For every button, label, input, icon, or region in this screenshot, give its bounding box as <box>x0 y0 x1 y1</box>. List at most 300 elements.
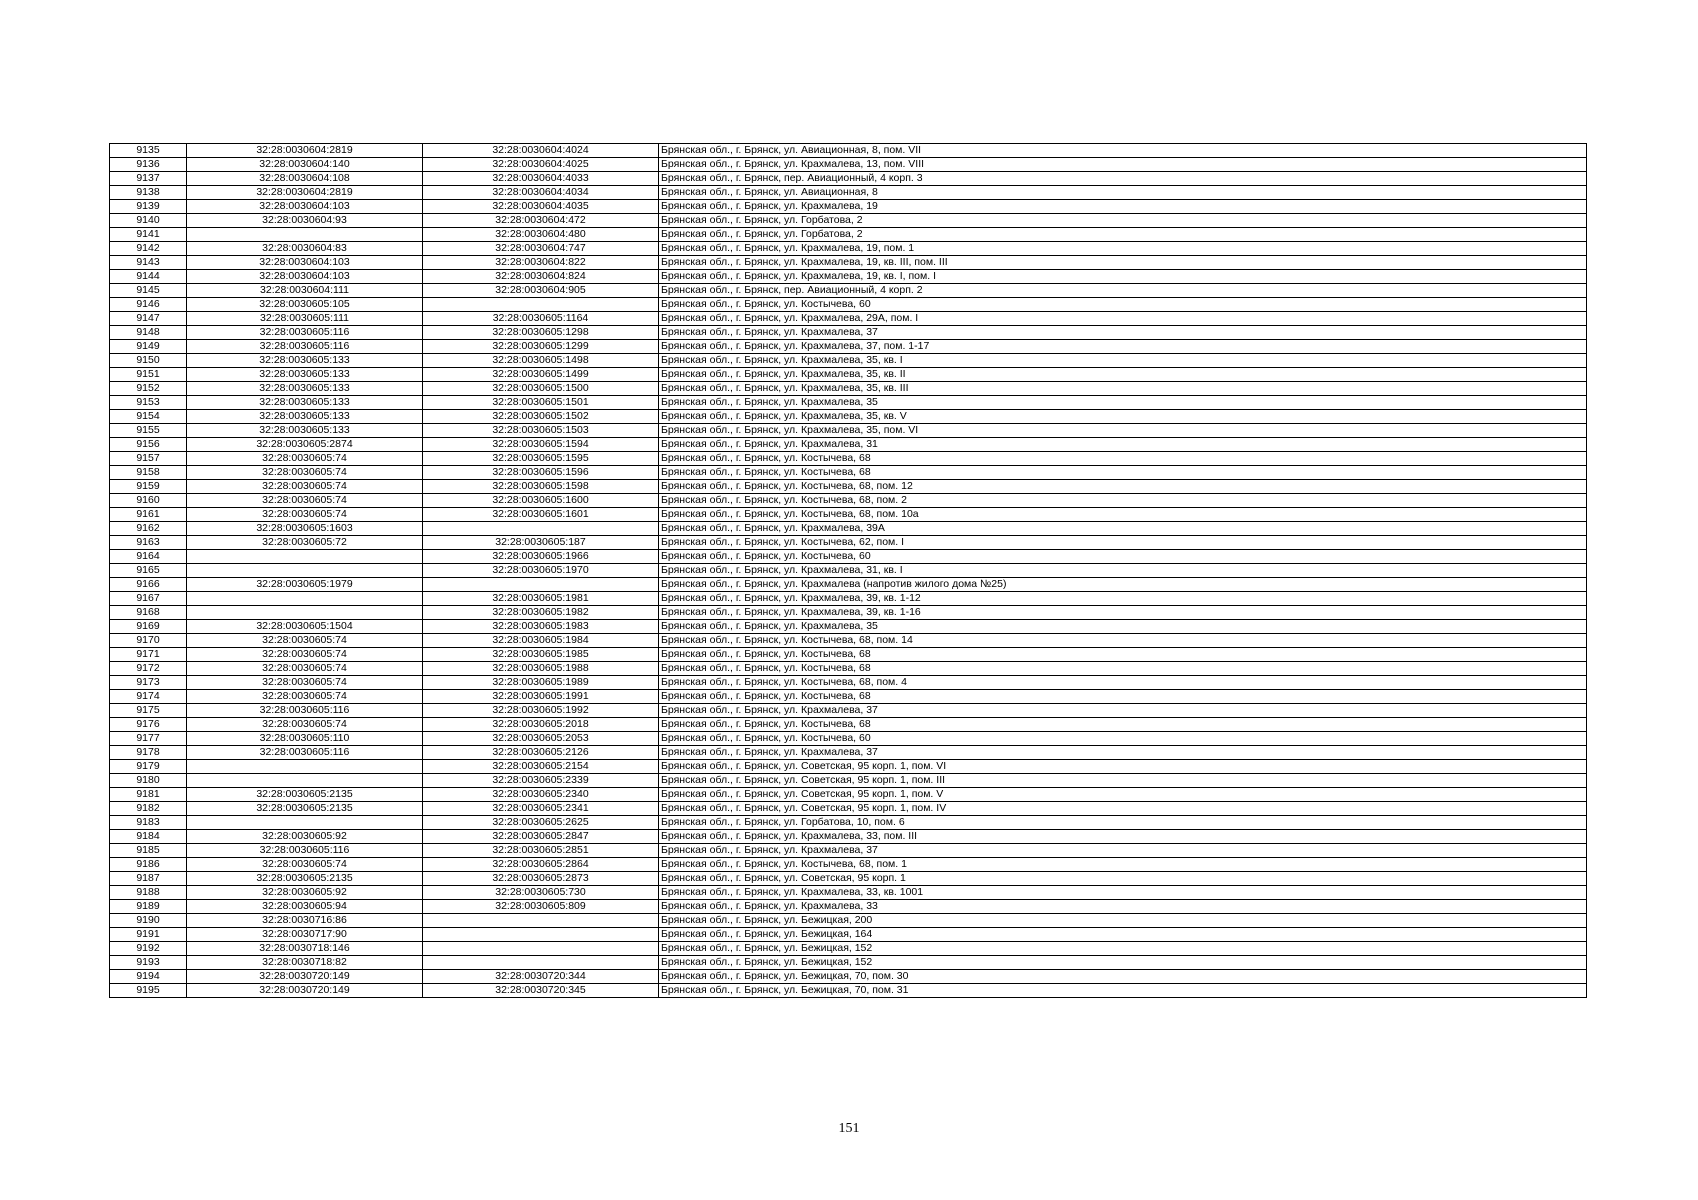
land-cadastral-number-cell: 32:28:0030605:1979 <box>187 578 423 592</box>
row-number-cell: 9142 <box>110 242 187 256</box>
table-row <box>110 830 1587 844</box>
row-number-cell: 9148 <box>110 326 187 340</box>
land-cadastral-number-cell: 32:28:0030605:1504 <box>187 620 423 634</box>
table-row <box>110 900 1587 914</box>
building-cadastral-number-cell: 32:28:0030605:1499 <box>423 368 659 382</box>
row-number-cell: 9186 <box>110 858 187 872</box>
land-cadastral-number-cell: 32:28:0030605:74 <box>187 648 423 662</box>
building-cadastral-number-cell: 32:28:0030604:822 <box>423 256 659 270</box>
land-cadastral-number-cell: 32:28:0030605:1603 <box>187 522 423 536</box>
row-number-cell: 9163 <box>110 536 187 550</box>
address-cell: Брянская обл., г. Брянск, ул. Крахмалева, 39, кв. 1-16 <box>659 606 1587 620</box>
table-row <box>110 956 1587 970</box>
row-number-cell: 9155 <box>110 424 187 438</box>
building-cadastral-number-cell: 32:28:0030605:1501 <box>423 396 659 410</box>
address-cell: Брянская обл., г. Брянск, ул. Крахмалева, 31 <box>659 438 1587 452</box>
land-cadastral-number-cell: 32:28:0030605:133 <box>187 410 423 424</box>
row-number-cell: 9182 <box>110 802 187 816</box>
land-cadastral-number-cell: 32:28:0030604:2819 <box>187 144 423 158</box>
land-cadastral-number-cell: 32:28:0030604:108 <box>187 172 423 186</box>
table-row <box>110 494 1587 508</box>
table-row <box>110 186 1587 200</box>
row-number-cell: 9192 <box>110 942 187 956</box>
building-cadastral-number-cell: 32:28:0030605:1595 <box>423 452 659 466</box>
address-cell: Брянская обл., г. Брянск, ул. Крахмалева, 39, кв. 1-12 <box>659 592 1587 606</box>
row-number-cell: 9165 <box>110 564 187 578</box>
row-number-cell: 9147 <box>110 312 187 326</box>
land-cadastral-number-cell: 32:28:0030716:86 <box>187 914 423 928</box>
address-cell: Брянская обл., г. Брянск, ул. Крахмалева, 19, кв. I, пом. I <box>659 270 1587 284</box>
row-number-cell: 9145 <box>110 284 187 298</box>
address-cell: Брянская обл., г. Брянск, ул. Крахмалева, 35, пом. VI <box>659 424 1587 438</box>
land-cadastral-number-cell: 32:28:0030605:74 <box>187 494 423 508</box>
table-row <box>110 298 1587 312</box>
land-cadastral-number-cell <box>187 774 423 788</box>
land-cadastral-number-cell: 32:28:0030605:74 <box>187 662 423 676</box>
address-cell: Брянская обл., г. Брянск, ул. Советская, 95 корп. 1, пом. IV <box>659 802 1587 816</box>
table-row <box>110 704 1587 718</box>
address-cell: Брянская обл., г. Брянск, ул. Крахмалева (напротив жилого дома №25) <box>659 578 1587 592</box>
address-cell: Брянская обл., г. Брянск, ул. Костычева, 68, пом. 2 <box>659 494 1587 508</box>
building-cadastral-number-cell: 32:28:0030605:2873 <box>423 872 659 886</box>
table-row <box>110 228 1587 242</box>
address-cell: Брянская обл., г. Брянск, ул. Крахмалева, 19 <box>659 200 1587 214</box>
building-cadastral-number-cell: 32:28:0030604:4025 <box>423 158 659 172</box>
table-row <box>110 872 1587 886</box>
table-row <box>110 732 1587 746</box>
land-cadastral-number-cell: 32:28:0030605:2135 <box>187 872 423 886</box>
address-cell: Брянская обл., г. Брянск, ул. Крахмалева, 33, кв. 1001 <box>659 886 1587 900</box>
building-cadastral-number-cell: 32:28:0030605:1989 <box>423 676 659 690</box>
building-cadastral-number-cell: 32:28:0030605:1981 <box>423 592 659 606</box>
table-row <box>110 284 1587 298</box>
row-number-cell: 9191 <box>110 928 187 942</box>
row-number-cell: 9176 <box>110 718 187 732</box>
row-number-cell: 9144 <box>110 270 187 284</box>
building-cadastral-number-cell: 32:28:0030605:2126 <box>423 746 659 760</box>
table-row <box>110 144 1587 158</box>
land-cadastral-number-cell: 32:28:0030605:105 <box>187 298 423 312</box>
property-registry-table <box>109 143 1587 998</box>
table-row <box>110 396 1587 410</box>
row-number-cell: 9162 <box>110 522 187 536</box>
address-cell: Брянская обл., г. Брянск, ул. Костычева, 68, пом. 14 <box>659 634 1587 648</box>
building-cadastral-number-cell: 32:28:0030605:1982 <box>423 606 659 620</box>
building-cadastral-number-cell: 32:28:0030605:1992 <box>423 704 659 718</box>
row-number-cell: 9153 <box>110 396 187 410</box>
address-cell: Брянская обл., г. Брянск, ул. Крахмалева, 31, кв. I <box>659 564 1587 578</box>
building-cadastral-number-cell: 32:28:0030604:824 <box>423 270 659 284</box>
address-cell: Брянская обл., г. Брянск, ул. Костычева, 68, пом. 10а <box>659 508 1587 522</box>
table-row <box>110 928 1587 942</box>
table-row <box>110 424 1587 438</box>
row-number-cell: 9172 <box>110 662 187 676</box>
table-row <box>110 802 1587 816</box>
row-number-cell: 9141 <box>110 228 187 242</box>
land-cadastral-number-cell <box>187 816 423 830</box>
address-cell: Брянская обл., г. Брянск, ул. Костычева, 68 <box>659 690 1587 704</box>
table-row <box>110 984 1587 998</box>
table-row <box>110 648 1587 662</box>
building-cadastral-number-cell: 32:28:0030605:1985 <box>423 648 659 662</box>
land-cadastral-number-cell <box>187 550 423 564</box>
land-cadastral-number-cell: 32:28:0030718:146 <box>187 942 423 956</box>
address-cell: Брянская обл., г. Брянск, ул. Костычева, 68 <box>659 648 1587 662</box>
table-row <box>110 410 1587 424</box>
table-row <box>110 172 1587 186</box>
table-row <box>110 158 1587 172</box>
building-cadastral-number-cell: 32:28:0030720:344 <box>423 970 659 984</box>
land-cadastral-number-cell: 32:28:0030604:111 <box>187 284 423 298</box>
row-number-cell: 9151 <box>110 368 187 382</box>
address-cell: Брянская обл., г. Брянск, ул. Костычева, 68, пом. 4 <box>659 676 1587 690</box>
land-cadastral-number-cell: 32:28:0030605:92 <box>187 886 423 900</box>
row-number-cell: 9177 <box>110 732 187 746</box>
row-number-cell: 9157 <box>110 452 187 466</box>
table-row <box>110 592 1587 606</box>
address-cell: Брянская обл., г. Брянск, ул. Горбатова, 10, пом. 6 <box>659 816 1587 830</box>
building-cadastral-number-cell: 32:28:0030605:1988 <box>423 662 659 676</box>
table-row <box>110 578 1587 592</box>
land-cadastral-number-cell <box>187 592 423 606</box>
address-cell: Брянская обл., г. Брянск, ул. Костычева, 68, пом. 1 <box>659 858 1587 872</box>
address-cell: Брянская обл., г. Брянск, ул. Крахмалева, 37 <box>659 844 1587 858</box>
table-row <box>110 788 1587 802</box>
address-cell: Брянская обл., г. Брянск, ул. Костычева, 68 <box>659 662 1587 676</box>
land-cadastral-number-cell: 32:28:0030604:103 <box>187 200 423 214</box>
building-cadastral-number-cell: 32:28:0030605:1299 <box>423 340 659 354</box>
building-cadastral-number-cell: 32:28:0030605:2154 <box>423 760 659 774</box>
table-row <box>110 326 1587 340</box>
table-row <box>110 690 1587 704</box>
table-row <box>110 634 1587 648</box>
land-cadastral-number-cell: 32:28:0030605:74 <box>187 452 423 466</box>
address-cell: Брянская обл., г. Брянск, ул. Крахмалева, 35 <box>659 396 1587 410</box>
building-cadastral-number-cell: 32:28:0030605:2053 <box>423 732 659 746</box>
building-cadastral-number-cell: 32:28:0030605:2339 <box>423 774 659 788</box>
building-cadastral-number-cell: 32:28:0030604:4034 <box>423 186 659 200</box>
table-row <box>110 340 1587 354</box>
land-cadastral-number-cell: 32:28:0030605:116 <box>187 326 423 340</box>
address-cell: Брянская обл., г. Брянск, ул. Бежицкая, 152 <box>659 942 1587 956</box>
land-cadastral-number-cell: 32:28:0030604:83 <box>187 242 423 256</box>
address-cell: Брянская обл., г. Брянск, ул. Костычева, 60 <box>659 298 1587 312</box>
building-cadastral-number-cell: 32:28:0030605:1991 <box>423 690 659 704</box>
building-cadastral-number-cell: 32:28:0030605:730 <box>423 886 659 900</box>
address-cell: Брянская обл., г. Брянск, ул. Крахмалева, 33 <box>659 900 1587 914</box>
land-cadastral-number-cell: 32:28:0030605:116 <box>187 340 423 354</box>
table-row <box>110 774 1587 788</box>
building-cadastral-number-cell <box>423 914 659 928</box>
row-number-cell: 9174 <box>110 690 187 704</box>
building-cadastral-number-cell: 32:28:0030605:1966 <box>423 550 659 564</box>
table-row <box>110 214 1587 228</box>
land-cadastral-number-cell: 32:28:0030605:74 <box>187 466 423 480</box>
building-cadastral-number-cell: 32:28:0030605:1500 <box>423 382 659 396</box>
land-cadastral-number-cell: 32:28:0030605:116 <box>187 844 423 858</box>
table-row <box>110 676 1587 690</box>
table-row <box>110 466 1587 480</box>
row-number-cell: 9175 <box>110 704 187 718</box>
land-cadastral-number-cell: 32:28:0030605:111 <box>187 312 423 326</box>
land-cadastral-number-cell: 32:28:0030605:72 <box>187 536 423 550</box>
land-cadastral-number-cell: 32:28:0030605:74 <box>187 508 423 522</box>
address-cell: Брянская обл., г. Брянск, ул. Крахмалева, 29А, пом. I <box>659 312 1587 326</box>
table-row <box>110 312 1587 326</box>
row-number-cell: 9188 <box>110 886 187 900</box>
address-cell: Брянская обл., г. Брянск, ул. Костычева, 68, пом. 12 <box>659 480 1587 494</box>
building-cadastral-number-cell: 32:28:0030605:2341 <box>423 802 659 816</box>
building-cadastral-number-cell: 32:28:0030605:1598 <box>423 480 659 494</box>
address-cell: Брянская обл., г. Брянск, ул. Советская, 95 корп. 1, пом. VI <box>659 760 1587 774</box>
building-cadastral-number-cell: 32:28:0030604:472 <box>423 214 659 228</box>
land-cadastral-number-cell <box>187 228 423 242</box>
row-number-cell: 9146 <box>110 298 187 312</box>
address-cell: Брянская обл., г. Брянск, ул. Крахмалева, 35, кв. III <box>659 382 1587 396</box>
land-cadastral-number-cell: 32:28:0030605:133 <box>187 424 423 438</box>
address-cell: Брянская обл., г. Брянск, ул. Бежицкая, 164 <box>659 928 1587 942</box>
row-number-cell: 9149 <box>110 340 187 354</box>
building-cadastral-number-cell: 32:28:0030605:187 <box>423 536 659 550</box>
table-row <box>110 354 1587 368</box>
building-cadastral-number-cell: 32:28:0030605:2018 <box>423 718 659 732</box>
table-row <box>110 536 1587 550</box>
building-cadastral-number-cell <box>423 522 659 536</box>
row-number-cell: 9181 <box>110 788 187 802</box>
land-cadastral-number-cell <box>187 606 423 620</box>
building-cadastral-number-cell: 32:28:0030605:1164 <box>423 312 659 326</box>
row-number-cell: 9178 <box>110 746 187 760</box>
table-row <box>110 242 1587 256</box>
building-cadastral-number-cell: 32:28:0030605:1502 <box>423 410 659 424</box>
row-number-cell: 9185 <box>110 844 187 858</box>
address-cell: Брянская обл., г. Брянск, ул. Крахмалева, 35, кв. II <box>659 368 1587 382</box>
table-row <box>110 564 1587 578</box>
table-row <box>110 662 1587 676</box>
row-number-cell: 9137 <box>110 172 187 186</box>
building-cadastral-number-cell: 32:28:0030605:1594 <box>423 438 659 452</box>
land-cadastral-number-cell: 32:28:0030718:82 <box>187 956 423 970</box>
address-cell: Брянская обл., г. Брянск, ул. Крахмалева, 19, пом. 1 <box>659 242 1587 256</box>
address-cell: Брянская обл., г. Брянск, ул. Советская, 95 корп. 1 <box>659 872 1587 886</box>
row-number-cell: 9164 <box>110 550 187 564</box>
row-number-cell: 9139 <box>110 200 187 214</box>
building-cadastral-number-cell: 32:28:0030605:1498 <box>423 354 659 368</box>
row-number-cell: 9194 <box>110 970 187 984</box>
table-row <box>110 606 1587 620</box>
address-cell: Брянская обл., г. Брянск, ул. Костычева, 60 <box>659 732 1587 746</box>
row-number-cell: 9195 <box>110 984 187 998</box>
land-cadastral-number-cell: 32:28:0030720:149 <box>187 970 423 984</box>
land-cadastral-number-cell: 32:28:0030605:74 <box>187 690 423 704</box>
table-row <box>110 200 1587 214</box>
address-cell: Брянская обл., г. Брянск, ул. Крахмалева, 37 <box>659 746 1587 760</box>
building-cadastral-number-cell: 32:28:0030605:1596 <box>423 466 659 480</box>
land-cadastral-number-cell: 32:28:0030605:133 <box>187 396 423 410</box>
table-row <box>110 718 1587 732</box>
address-cell: Брянская обл., г. Брянск, пер. Авиационный, 4 корп. 2 <box>659 284 1587 298</box>
page-number: 151 <box>838 1121 860 1136</box>
row-number-cell: 9160 <box>110 494 187 508</box>
land-cadastral-number-cell: 32:28:0030605:92 <box>187 830 423 844</box>
building-cadastral-number-cell <box>423 298 659 312</box>
building-cadastral-number-cell: 32:28:0030605:1983 <box>423 620 659 634</box>
row-number-cell: 9189 <box>110 900 187 914</box>
table-row <box>110 256 1587 270</box>
row-number-cell: 9136 <box>110 158 187 172</box>
land-cadastral-number-cell: 32:28:0030605:110 <box>187 732 423 746</box>
building-cadastral-number-cell: 32:28:0030605:809 <box>423 900 659 914</box>
building-cadastral-number-cell: 32:28:0030605:1600 <box>423 494 659 508</box>
row-number-cell: 9184 <box>110 830 187 844</box>
building-cadastral-number-cell: 32:28:0030605:2340 <box>423 788 659 802</box>
row-number-cell: 9173 <box>110 676 187 690</box>
land-cadastral-number-cell: 32:28:0030605:133 <box>187 368 423 382</box>
land-cadastral-number-cell: 32:28:0030604:103 <box>187 256 423 270</box>
building-cadastral-number-cell <box>423 928 659 942</box>
table-row <box>110 816 1587 830</box>
row-number-cell: 9138 <box>110 186 187 200</box>
land-cadastral-number-cell: 32:28:0030605:74 <box>187 480 423 494</box>
building-cadastral-number-cell: 32:28:0030605:1984 <box>423 634 659 648</box>
row-number-cell: 9143 <box>110 256 187 270</box>
table-row <box>110 844 1587 858</box>
row-number-cell: 9140 <box>110 214 187 228</box>
land-cadastral-number-cell: 32:28:0030605:74 <box>187 718 423 732</box>
table-row <box>110 914 1587 928</box>
address-cell: Брянская обл., г. Брянск, ул. Крахмалева, 39А <box>659 522 1587 536</box>
row-number-cell: 9170 <box>110 634 187 648</box>
row-number-cell: 9166 <box>110 578 187 592</box>
table-row <box>110 746 1587 760</box>
land-cadastral-number-cell: 32:28:0030604:93 <box>187 214 423 228</box>
land-cadastral-number-cell: 32:28:0030604:103 <box>187 270 423 284</box>
row-number-cell: 9179 <box>110 760 187 774</box>
land-cadastral-number-cell: 32:28:0030604:2819 <box>187 186 423 200</box>
land-cadastral-number-cell: 32:28:0030605:133 <box>187 382 423 396</box>
table-row <box>110 760 1587 774</box>
address-cell: Брянская обл., г. Брянск, ул. Бежицкая, 70, пом. 30 <box>659 970 1587 984</box>
building-cadastral-number-cell: 32:28:0030604:4035 <box>423 200 659 214</box>
row-number-cell: 9156 <box>110 438 187 452</box>
address-cell: Брянская обл., г. Брянск, ул. Костычева, 68 <box>659 466 1587 480</box>
building-cadastral-number-cell: 32:28:0030605:1503 <box>423 424 659 438</box>
address-cell: Брянская обл., г. Брянск, ул. Крахмалева, 13, пом. VIII <box>659 158 1587 172</box>
address-cell: Брянская обл., г. Брянск, ул. Крахмалева, 33, пом. III <box>659 830 1587 844</box>
land-cadastral-number-cell: 32:28:0030605:2874 <box>187 438 423 452</box>
row-number-cell: 9150 <box>110 354 187 368</box>
table-row <box>110 522 1587 536</box>
address-cell: Брянская обл., г. Брянск, ул. Крахмалева, 37 <box>659 326 1587 340</box>
table-row <box>110 942 1587 956</box>
building-cadastral-number-cell: 32:28:0030604:480 <box>423 228 659 242</box>
table-row <box>110 452 1587 466</box>
land-cadastral-number-cell: 32:28:0030605:74 <box>187 858 423 872</box>
table-row <box>110 270 1587 284</box>
table-row <box>110 438 1587 452</box>
address-cell: Брянская обл., г. Брянск, ул. Костычева, 60 <box>659 550 1587 564</box>
building-cadastral-number-cell: 32:28:0030605:2851 <box>423 844 659 858</box>
row-number-cell: 9154 <box>110 410 187 424</box>
address-cell: Брянская обл., г. Брянск, ул. Костычева, 68 <box>659 452 1587 466</box>
row-number-cell: 9152 <box>110 382 187 396</box>
row-number-cell: 9187 <box>110 872 187 886</box>
land-cadastral-number-cell: 32:28:0030605:116 <box>187 704 423 718</box>
row-number-cell: 9158 <box>110 466 187 480</box>
row-number-cell: 9180 <box>110 774 187 788</box>
row-number-cell: 9183 <box>110 816 187 830</box>
land-cadastral-number-cell: 32:28:0030605:2135 <box>187 802 423 816</box>
building-cadastral-number-cell: 32:28:0030605:1970 <box>423 564 659 578</box>
building-cadastral-number-cell: 32:28:0030605:2864 <box>423 858 659 872</box>
building-cadastral-number-cell: 32:28:0030605:2625 <box>423 816 659 830</box>
row-number-cell: 9190 <box>110 914 187 928</box>
address-cell: Брянская обл., г. Брянск, ул. Бежицкая, 70, пом. 31 <box>659 984 1587 998</box>
table-row <box>110 368 1587 382</box>
address-cell: Брянская обл., г. Брянск, ул. Бежицкая, 200 <box>659 914 1587 928</box>
address-cell: Брянская обл., г. Брянск, ул. Советская, 95 корп. 1, пом. III <box>659 774 1587 788</box>
address-cell: Брянская обл., г. Брянск, ул. Крахмалева, 35, кв. I <box>659 354 1587 368</box>
row-number-cell: 9193 <box>110 956 187 970</box>
address-cell: Брянская обл., г. Брянск, ул. Крахмалева, 37 <box>659 704 1587 718</box>
row-number-cell: 9161 <box>110 508 187 522</box>
building-cadastral-number-cell: 32:28:0030720:345 <box>423 984 659 998</box>
address-cell: Брянская обл., г. Брянск, ул. Крахмалева, 35, кв. V <box>659 410 1587 424</box>
address-cell: Брянская обл., г. Брянск, ул. Костычева, 62, пом. I <box>659 536 1587 550</box>
row-number-cell: 9169 <box>110 620 187 634</box>
building-cadastral-number-cell: 32:28:0030604:747 <box>423 242 659 256</box>
land-cadastral-number-cell <box>187 564 423 578</box>
address-cell: Брянская обл., г. Брянск, ул. Авиационная, 8, пом. VII <box>659 144 1587 158</box>
land-cadastral-number-cell: 32:28:0030717:90 <box>187 928 423 942</box>
row-number-cell: 9168 <box>110 606 187 620</box>
building-cadastral-number-cell: 32:28:0030605:1601 <box>423 508 659 522</box>
land-cadastral-number-cell: 32:28:0030605:74 <box>187 676 423 690</box>
land-cadastral-number-cell <box>187 760 423 774</box>
table-row <box>110 508 1587 522</box>
address-cell: Брянская обл., г. Брянск, ул. Советская, 95 корп. 1, пом. V <box>659 788 1587 802</box>
building-cadastral-number-cell: 32:28:0030604:4024 <box>423 144 659 158</box>
land-cadastral-number-cell: 32:28:0030605:133 <box>187 354 423 368</box>
table-row <box>110 970 1587 984</box>
building-cadastral-number-cell: 32:28:0030605:1298 <box>423 326 659 340</box>
address-cell: Брянская обл., г. Брянск, ул. Горбатова, 2 <box>659 228 1587 242</box>
building-cadastral-number-cell <box>423 956 659 970</box>
table-row <box>110 550 1587 564</box>
address-cell: Брянская обл., г. Брянск, ул. Крахмалева, 35 <box>659 620 1587 634</box>
table-row <box>110 858 1587 872</box>
land-cadastral-number-cell: 32:28:0030605:2135 <box>187 788 423 802</box>
table-row <box>110 480 1587 494</box>
address-cell: Брянская обл., г. Брянск, ул. Бежицкая, 152 <box>659 956 1587 970</box>
address-cell: Брянская обл., г. Брянск, ул. Крахмалева, 19, кв. III, пом. III <box>659 256 1587 270</box>
address-cell: Брянская обл., г. Брянск, ул. Костычева, 68 <box>659 718 1587 732</box>
address-cell: Брянская обл., г. Брянск, пер. Авиационный, 4 корп. 3 <box>659 172 1587 186</box>
building-cadastral-number-cell: 32:28:0030605:2847 <box>423 830 659 844</box>
table-row <box>110 382 1587 396</box>
row-number-cell: 9135 <box>110 144 187 158</box>
table-row <box>110 886 1587 900</box>
row-number-cell: 9159 <box>110 480 187 494</box>
land-cadastral-number-cell: 32:28:0030604:140 <box>187 158 423 172</box>
row-number-cell: 9171 <box>110 648 187 662</box>
building-cadastral-number-cell <box>423 942 659 956</box>
land-cadastral-number-cell: 32:28:0030605:74 <box>187 634 423 648</box>
building-cadastral-number-cell: 32:28:0030604:4033 <box>423 172 659 186</box>
row-number-cell: 9167 <box>110 592 187 606</box>
address-cell: Брянская обл., г. Брянск, ул. Авиационная, 8 <box>659 186 1587 200</box>
building-cadastral-number-cell <box>423 578 659 592</box>
